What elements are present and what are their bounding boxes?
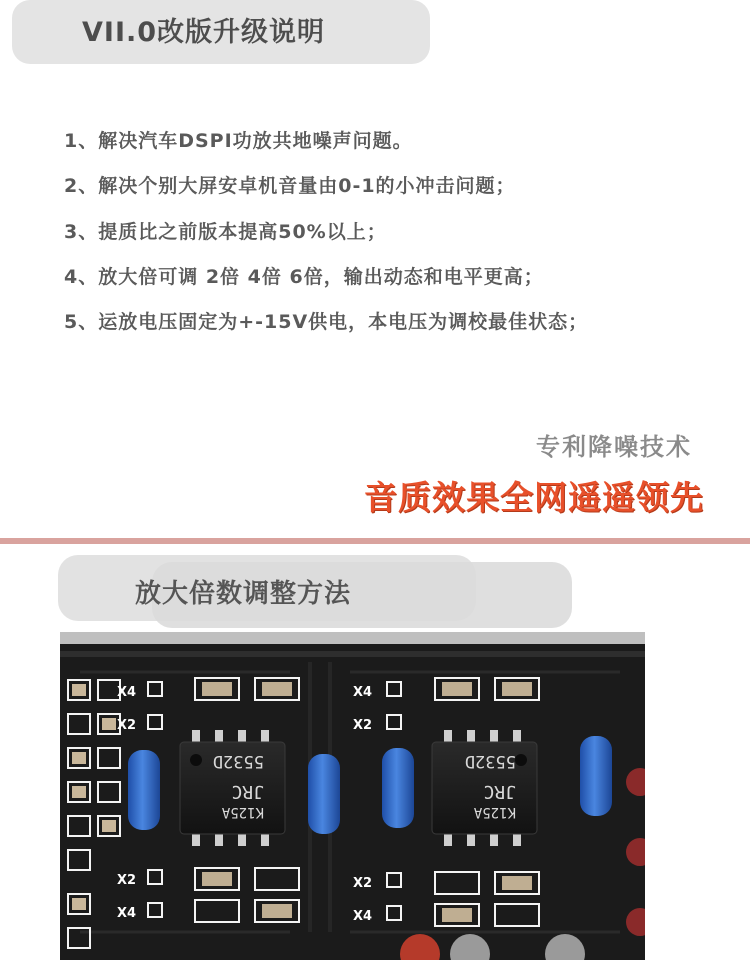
jumper-label-x4: X4 [353,909,373,924]
svg-text:JRC: JRC [483,781,516,802]
jumper-label-x4: X4 [353,685,373,700]
section-divider [0,538,750,544]
jumper-label-x2: X2 [117,718,137,733]
jumper-label-x2: X2 [353,876,373,891]
list-item: 2、解决个别大屏安卓机音量由0-1的小冲击问题； [64,175,516,197]
page-title: VII.0改版升级说明 [82,17,326,48]
slogan: 音质效果全网遥遥领先 [364,478,704,517]
list-item: 5、运放电压固定为+-15V供电，本电压为调校最佳状态； [64,311,589,333]
svg-text:5532D: 5532D [464,751,516,771]
svg-text:JRC: JRC [231,781,264,802]
svg-text:K125A: K125A [221,804,264,820]
list-item: 4、放大倍可调 2倍 4倍 6倍，输出动态和电平更高； [64,266,544,288]
svg-text:K125A: K125A [473,804,516,820]
list-item: 1、解决汽车DSPI功放共地噪声问题。 [64,130,413,152]
tagline: 专利降噪技术 [536,433,692,461]
pcb-photo [60,632,645,960]
jumper-label-x2: X2 [117,873,137,888]
jumper-label-x4: X4 [117,906,137,921]
list-item: 3、提质比之前版本提高50%以上； [64,221,387,243]
svg-text:5532D: 5532D [212,751,264,771]
jumper-label-x4: X4 [117,685,137,700]
jumper-label-x2: X2 [353,718,373,733]
opamp-chip [432,730,537,846]
section-title: 放大倍数调整方法 [135,579,352,609]
opamp-chip [180,730,285,846]
